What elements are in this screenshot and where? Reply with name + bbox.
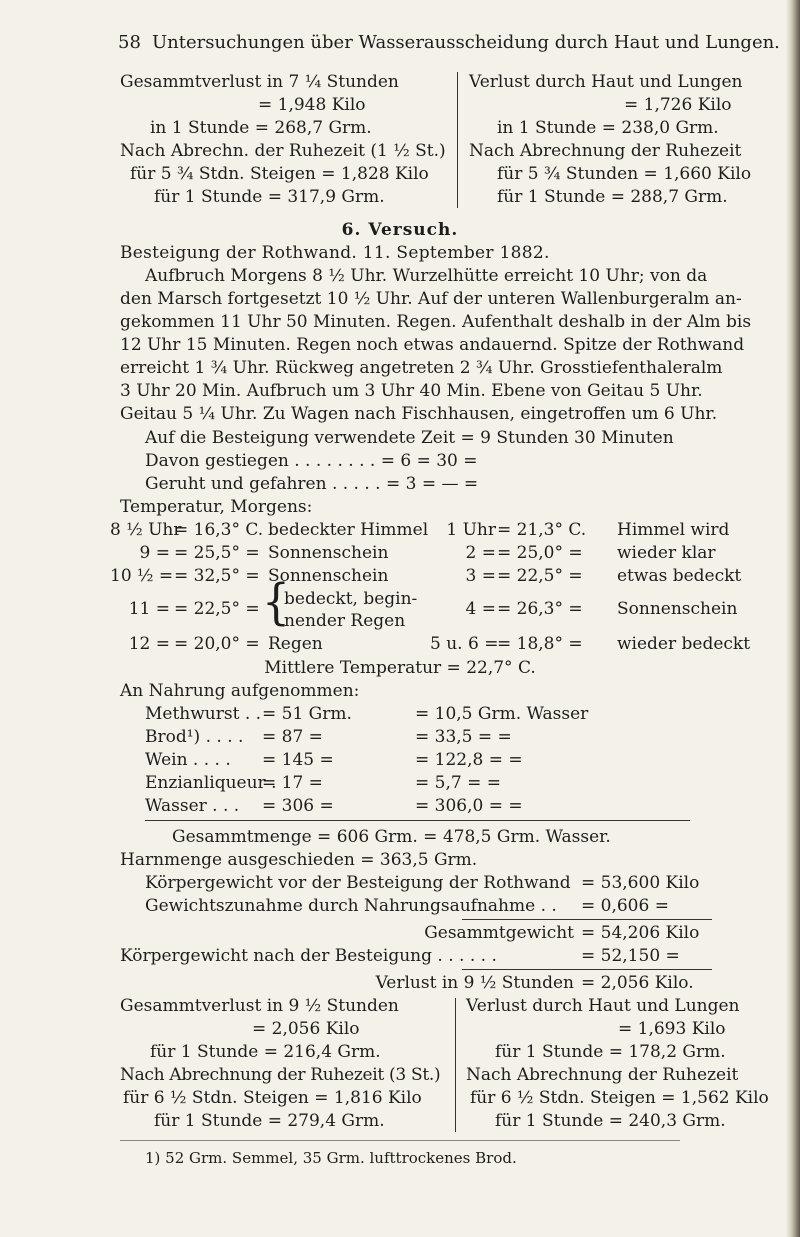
brace-glyph: { — [262, 574, 290, 631]
temperature-heading: Temperatur, Morgens: — [120, 497, 313, 517]
food-heading: An Nahrung aufgenommen: — [120, 681, 360, 701]
book-page: 58 Untersuchungen über Wasserausscheidung durch Haut und Lungen. Gesammtverlust in 7 ¼ Stunden = 1,948 Kilo in 1 Stunde = 268,7 Grm. Nach Abrechn. der Ruhezeit (1 ½ St.) für 5 ¾ Stdn. Steigen = 1,828 Kilo für 1 Stunde = 317,9 Grm. Verlust durch Haut und Lungen = 1,726 Kilo in 1 Stunde = 238,0 Grm. Nach Abrechnung der Ruhezeit für 5 ¾ Stunden = 1,660 Kilo für 1 Stunde = 288,7 Grm. 6. Versuch. Besteigung der Rothwand. 11. September 1882. Aufbruch Morgens 8 ½ Uhr. Wurzelhütte erreicht 10 Uhr; von da den Marsch fortgesetzt 10 ½ Uhr. Auf der unteren Wallenburgeralm an- gekommen 11 Uhr 50 Minuten. Regen. Aufenthalt deshalb in der Alm bis 12 Uhr 15 Minuten. Regen noch etwas andauernd. Spitze der Rothwand erreicht 1 ¾ Uhr. Rückweg angetreten 2 ¾ Uhr. Grosstiefenthaleralm 3 Uhr 20 Min. Aufbruch um 3 Uhr 40 Min. Ebene von Geitau 5 Uhr. Geitau 5 ¼ Uhr. Zu Wagen nach Fischhausen, eingetroffen um 6 Uhr. Auf die Besteigung verwendete Zeit = 9 Stunden 30 Minuten Davon gestiegen . . . . . . . . = 6 = 30 = Geruht und gefahren . . . . . = 3 = — = Temperatur, Morgens: 8 ½ Uhr = 16,3° C. bedeckter Himmel 9 = = 25,5° = Sonnenschein 10 ½ = = 32,5° = Sonnenschein 11 = = 22,5° = { bedeckt, begin- nender Regen 12 = = 20,0° = Regen 1 Uhr = 21,3° C. Himmel wird 2 = = 25,0° = wieder klar 3 = = 22,5° = etwas bedeckt 4 = = 26,3° = Sonnenschein 5 u. 6 = = 18,8° = wieder bedeckt Mittlere Temperatur = 22,7° C. An Nahrung aufgenommen: Methwurst . . = 51 Grm. = 10,5 Grm. Wasser Brod¹) . . . . = 87 = = 33,5 = = Wein . . . . = 145 = = 122,8 = = Enzianliqueur . = 17 = = 5,7 = = Wasser . . . = 306 = = 306,0 = = Gesammtmenge = 606 Grm. = 478,5 Grm. Wasser. Harnmenge ausgeschieden = 363,5 Grm. Körpergewicht vor der Besteigung der Rothwand = 53,600 Kilo Gewichtszunahme durch Nahrungsaufnahme . . = 0,606 = Gesammtgewicht = 54,206 Kilo Körpergewicht nach der Besteigung . . . . . . = 52,150 = Verlust in 9 ½ Stunden = 2,056 Kilo. Gesammtverlust in 9 ½ Stunden = 2,056 Kilo für 1 Stunde = 216,4 Grm. Nach Abrechnung der Ruhezeit (3 St.) für 6 ½ Stdn. Steigen = 1,816 Kilo für 1 Stunde = 279,4 Grm. Verlust durch Haut und Lungen = 1,693 Kilo für 1 Stunde = 178,2 Grm. Nach Abrechnung der Ruhezeit für 6 ½ Stdn. Steigen = 1,562 Kilo für 1 Stunde = 240,3 Grm. 1) 52 Grm. Semmel, 35 Grm. lufttrockenes Brod. — [0, 0, 800, 1237]
food-sum-rule — [145, 820, 690, 821]
page-edge — [786, 0, 800, 1237]
loss-sum-rule — [462, 969, 712, 970]
footnote: 1) 52 Grm. Semmel, 35 Grm. lufttrockenes Brod. — [145, 1149, 517, 1167]
page-number: 58 — [118, 32, 141, 53]
footnote-rule — [120, 1140, 680, 1141]
urine-amount: Harnmenge ausgeschieden = 363,5 Grm. — [120, 850, 478, 870]
weight-sum-rule — [462, 919, 712, 920]
column-divider — [455, 998, 456, 1132]
column-divider — [457, 72, 458, 208]
running-title: Untersuchungen über Wasserausscheidung durch Haut und Lungen. — [152, 32, 780, 53]
section-title: 6. Versuch. — [341, 220, 459, 240]
mean-temperature: Mittlere Temperatur = 22,7° C. — [264, 658, 536, 678]
food-total: Gesammtmenge = 606 Grm. = 478,5 Grm. Wasser. — [172, 827, 611, 847]
